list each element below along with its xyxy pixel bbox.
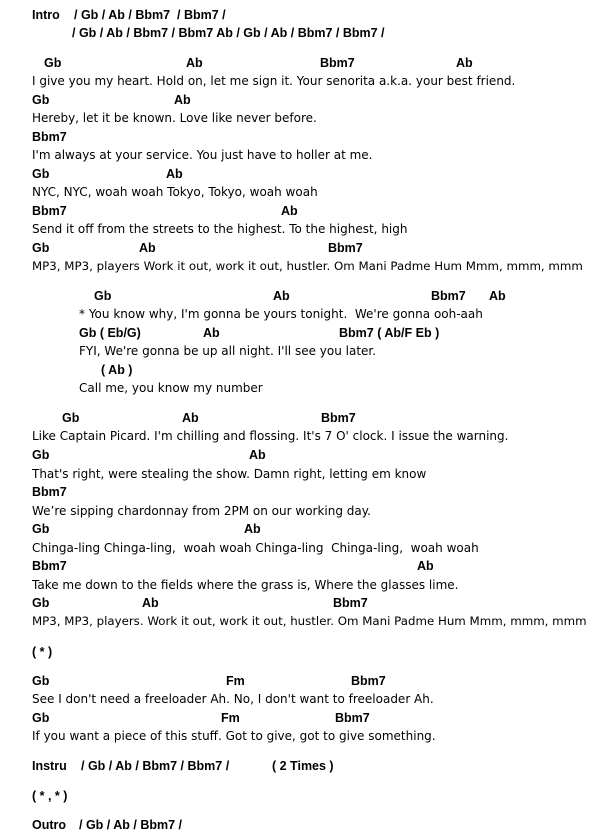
chord: Bbm7 (351, 674, 386, 688)
instru-label: Instru (32, 759, 67, 773)
lyric-line: If you want a piece of this stuff. Got to give, got to give something. (32, 729, 436, 743)
chord: Bbm7 (431, 289, 466, 303)
outro-label: Outro (32, 818, 67, 832)
chord: Ab (281, 204, 298, 218)
chord: Bbm7 (32, 130, 67, 144)
chord: Gb (32, 241, 50, 255)
chord: Gb (32, 167, 50, 181)
lyric-line: Hereby, let it be known. Love like never before. (32, 111, 317, 125)
lyric-line: Like Captain Picard. I'm chilling and flossing. It's 7 O' clock. I issue the warning. (32, 429, 509, 443)
chord: Bbm7 (328, 241, 363, 255)
chord: Fm (221, 711, 240, 725)
chord: Bbm7 (335, 711, 370, 725)
lyric-line: Take me down to the fields where the grass is, Where the glasses lime. (32, 578, 459, 592)
chord: Gb (32, 674, 50, 688)
chord: Ab (174, 93, 191, 107)
chord: Ab (139, 241, 156, 255)
chord: Gb (62, 411, 80, 425)
lyric-line: NYC, NYC, woah woah Tokyo, Tokyo, woah woah (32, 185, 318, 199)
chord: Gb (44, 56, 62, 70)
chord: Bbm7 (32, 485, 67, 499)
chord: Ab (417, 559, 434, 573)
lyric-line: Send it off from the streets to the highest. To the highest, high (32, 222, 408, 236)
double-chorus-marker: ( * , * ) (32, 789, 68, 803)
chord: Ab (249, 448, 266, 462)
lyric-line: I give you my heart. Hold on, let me sign it. Your senorita a.k.a. your best friend. (32, 74, 516, 88)
lyric-line: See I don't need a freeloader Ah. No, I don't want to freeloader Ah. (32, 692, 434, 706)
lyric-line: MP3, MP3, players. Work it out, work it out, hustler. Om Mani Padme Hum Mmm, mmm, mmm (32, 614, 587, 628)
lyric-line: Chinga-ling Chinga-ling, woah woah Chinga-ling Chinga-ling, woah woah (32, 541, 479, 555)
chord: Bbm7 (32, 559, 67, 573)
chord: Ab (142, 596, 159, 610)
chord: ( Ab ) (101, 363, 133, 377)
chord: Ab (182, 411, 199, 425)
outro-progression: / Gb / Ab / Bbm7 / (79, 818, 183, 832)
intro-progression-2: / Gb / Ab / Bbm7 / Bbm7 Ab / Gb / Ab / Bbm7 / Bbm7 / (72, 26, 385, 40)
chord: Ab (244, 522, 261, 536)
chord: Gb (32, 711, 50, 725)
chord: Bbm7 (321, 411, 356, 425)
chord: Gb (32, 522, 50, 536)
chord: Bbm7 (320, 56, 355, 70)
lyric-line: That's right, were stealing the show. Damn right, letting em know (32, 467, 427, 481)
chord: Bbm7 (32, 204, 67, 218)
lyric-line: Call me, you know my number (79, 381, 263, 395)
chord: Ab (186, 56, 203, 70)
chord: Ab (166, 167, 183, 181)
lyric-line: We’re sipping chardonnay from 2PM on our working day. (32, 504, 371, 518)
intro-progression-1: / Gb / Ab / Bbm7 / Bbm7 / (74, 8, 226, 22)
chord: Gb (32, 93, 50, 107)
instru-repeat-note: ( 2 Times ) (272, 759, 334, 773)
lyric-line: * You know why, I'm gonna be yours tonight. We're gonna ooh-aah (79, 307, 483, 321)
chord: Ab (203, 326, 220, 340)
chord: Ab (273, 289, 290, 303)
intro-label: Intro (32, 8, 60, 22)
chord: Gb (32, 448, 50, 462)
chord: Ab (489, 289, 506, 303)
instru-progression: / Gb / Ab / Bbm7 / Bbm7 / (81, 759, 230, 773)
chord: Gb ( Eb/G) (79, 326, 141, 340)
chord: Gb (32, 596, 50, 610)
lyric-line: MP3, MP3, players Work it out, work it out, hustler. Om Mani Padme Hum Mmm, mmm, mmm (32, 259, 583, 273)
chord: Ab (456, 56, 473, 70)
chord: Gb (94, 289, 112, 303)
chord: Fm (226, 674, 245, 688)
lyric-line: I'm always at your service. You just have to holler at me. (32, 148, 373, 162)
lyric-line: FYI, We're gonna be up all night. I'll see you later. (79, 344, 377, 358)
chorus-repeat-marker: ( * ) (32, 645, 53, 659)
chord: Bbm7 (333, 596, 368, 610)
chord: Bbm7 ( Ab/F Eb ) (339, 326, 440, 340)
